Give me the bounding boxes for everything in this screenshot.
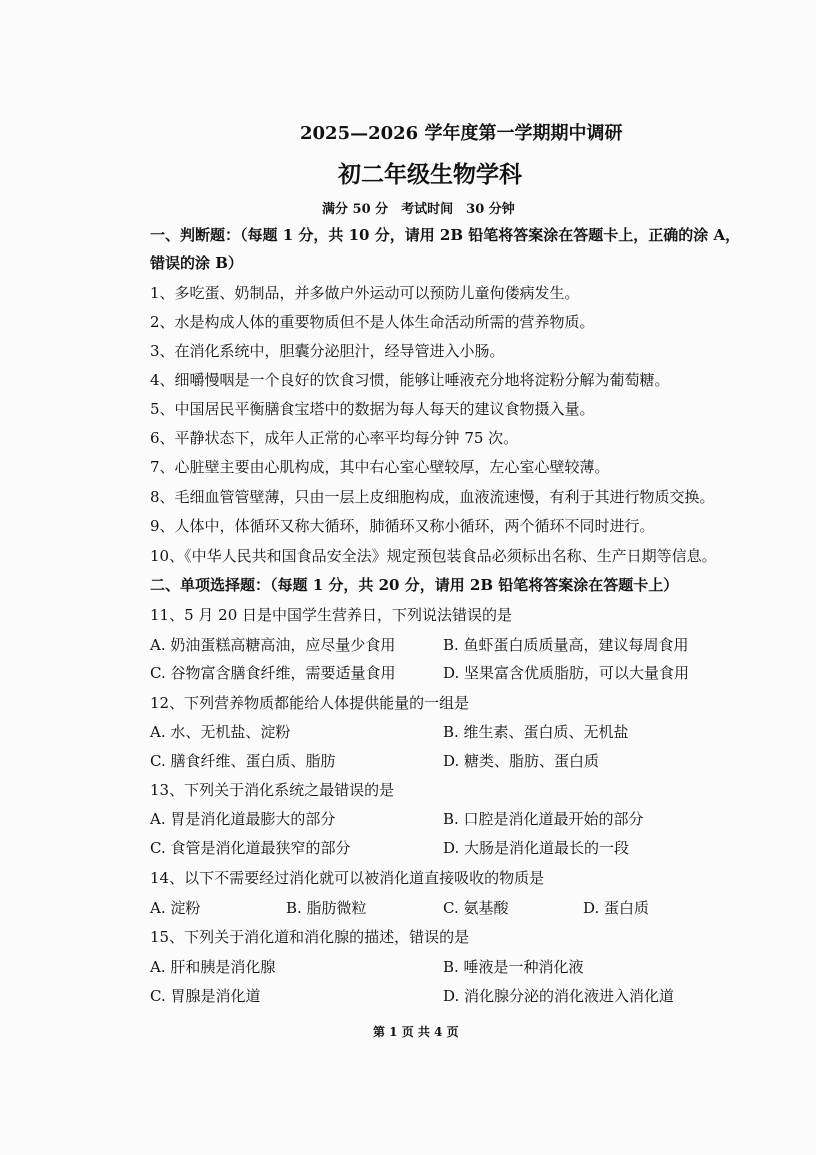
tf-item-4: 4、细嚼慢咽是一个良好的饮食习惯，能够让唾液充分地将淀粉分解为葡萄糖。 bbox=[150, 371, 670, 389]
question-12-stem: 12、下列营养物质都能给人体提供能量的一组是 bbox=[150, 694, 470, 712]
question-11-option-c: C. 谷物富含膳食纤维，需要适量食用 bbox=[150, 664, 396, 682]
question-15-option-d: D. 消化腺分泌的消化液进入消化道 bbox=[443, 987, 675, 1005]
question-14-option-a: A. 淀粉 bbox=[150, 899, 201, 917]
section1-heading: 一、判断题：（每题 1 分，共 10 分，请用 2B 铅笔将答案涂在答题卡上，正确的涂 A， bbox=[150, 226, 741, 244]
exam-subject: 初二年级生物学科 bbox=[338, 161, 522, 188]
question-14-option-b: B. 脂肪微粒 bbox=[286, 899, 367, 917]
question-12-option-d: D. 糖类、脂肪、蛋白质 bbox=[443, 752, 600, 770]
question-15-option-a: A. 肝和胰是消化腺 bbox=[150, 958, 276, 976]
question-14-option-d: D. 蛋白质 bbox=[583, 899, 650, 917]
question-15-option-b: B. 唾液是一种消化液 bbox=[443, 958, 584, 976]
question-11-option-d: D. 坚果富含优质脂肪，可以大量食用 bbox=[443, 664, 690, 682]
question-11-stem: 11、5 月 20 日是中国学生营养日，下列说法错误的是 bbox=[150, 606, 513, 624]
question-14-stem: 14、以下不需要经过消化就可以被消化道直接吸收的物质是 bbox=[150, 869, 545, 887]
exam-title: 2025—2026 学年度第一学期期中调研 bbox=[300, 123, 623, 144]
section2-heading: 二、单项选择题：（每题 1 分，共 20 分，请用 2B 铅笔将答案涂在答题卡上） bbox=[150, 576, 679, 594]
tf-item-6: 6、平静状态下，成年人正常的心率平均每分钟 75 次。 bbox=[150, 429, 519, 447]
exam-info: 满分 50 分 考试时间 30 分钟 bbox=[322, 202, 515, 217]
tf-item-9: 9、人体中，体循环又称大循环，肺循环又称小循环，两个循环不同时进行。 bbox=[150, 517, 655, 535]
tf-item-8: 8、毛细血管管壁薄，只由一层上皮细胞构成，血液流速慢，有利于其进行物质交换。 bbox=[150, 488, 715, 506]
question-11-option-b: B. 鱼虾蛋白质质量高，建议每周食用 bbox=[443, 636, 689, 654]
question-15-option-c: C. 胃腺是消化道 bbox=[150, 987, 261, 1005]
question-13-option-d: D. 大肠是消化道最长的一段 bbox=[443, 839, 630, 857]
question-12-option-b: B. 维生素、蛋白质、无机盐 bbox=[443, 723, 629, 741]
section1-heading-cont: 错误的涂 B） bbox=[150, 254, 243, 272]
question-11-option-a: A. 奶油蛋糕高糖高油，应尽量少食用 bbox=[150, 636, 396, 654]
tf-item-2: 2、水是构成人体的重要物质但不是人体生命活动所需的营养物质。 bbox=[150, 313, 595, 331]
question-13-option-a: A. 胃是消化道最膨大的部分 bbox=[150, 810, 336, 828]
tf-item-5: 5、中国居民平衡膳食宝塔中的数据为每人每天的建议食物摄入量。 bbox=[150, 400, 595, 418]
question-15-stem: 15、下列关于消化道和消化腺的描述，错误的是 bbox=[150, 928, 470, 946]
question-13-option-c: C. 食管是消化道最狭窄的部分 bbox=[150, 839, 351, 857]
tf-item-7: 7、心脏壁主要由心肌构成，其中右心室心壁较厚，左心室心壁较薄。 bbox=[150, 458, 610, 476]
question-12-option-c: C. 膳食纤维、蛋白质、脂肪 bbox=[150, 752, 336, 770]
page-number: 第 1 页 共 4 页 bbox=[373, 1025, 459, 1039]
question-13-stem: 13、下列关于消化系统之最错误的是 bbox=[150, 781, 395, 799]
tf-item-1: 1、多吃蛋、奶制品，并多做户外运动可以预防儿童佝偻病发生。 bbox=[150, 284, 580, 302]
tf-item-10: 10、《中华人民共和国食品安全法》规定预包装食品必须标出名称、生产日期等信息。 bbox=[150, 547, 717, 565]
question-14-option-c: C. 氨基酸 bbox=[443, 899, 509, 917]
question-13-option-b: B. 口腔是消化道最开始的部分 bbox=[443, 810, 644, 828]
tf-item-3: 3、在消化系统中，胆囊分泌胆汁，经导管进入小肠。 bbox=[150, 342, 505, 360]
question-12-option-a: A. 水、无机盐、淀粉 bbox=[150, 723, 291, 741]
